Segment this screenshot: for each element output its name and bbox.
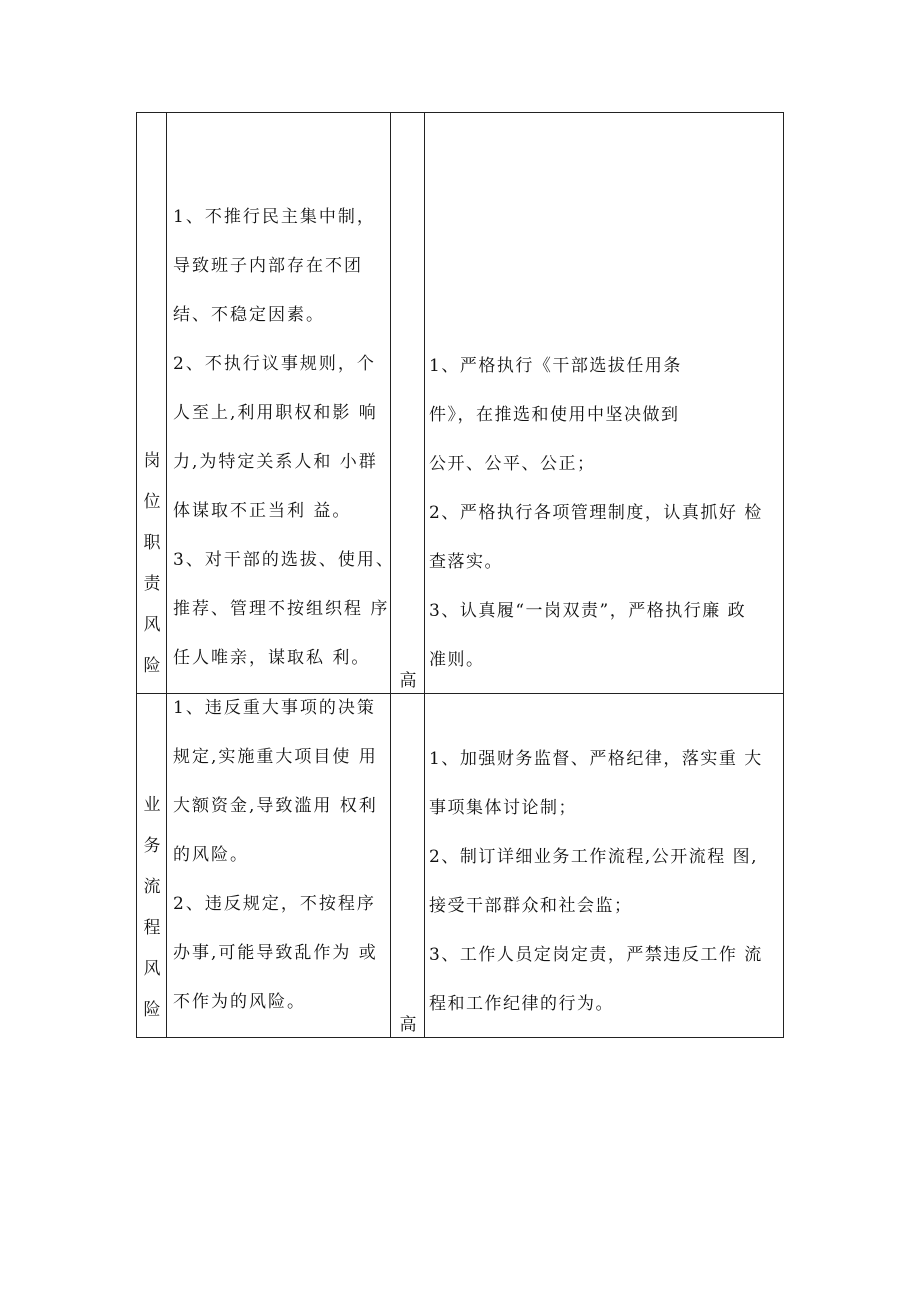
measure-line: 程和工作纪律的行为。 xyxy=(429,994,614,1014)
category-cell xyxy=(137,694,167,1037)
category-char: 程 xyxy=(143,918,161,938)
description-line: 力,为特定关系人和 小群 xyxy=(173,452,378,472)
category-char: 位 xyxy=(143,492,161,512)
category-char: 风 xyxy=(143,959,161,979)
category-char: 流 xyxy=(143,877,161,897)
risk-description-cell xyxy=(167,113,395,693)
table-row-business-process-risk xyxy=(137,694,783,1037)
measure-line: 准则。 xyxy=(429,650,485,670)
risk-description xyxy=(173,684,390,1027)
measure-line: 2、严格执行各项管理制度，认真抓好 检 xyxy=(429,503,763,523)
category-label xyxy=(137,785,167,1031)
risk-description xyxy=(173,193,395,683)
description-line: 推荐、管理不按组织程 序 xyxy=(173,599,390,619)
category-cell xyxy=(137,113,167,693)
measure-line: 查落实。 xyxy=(429,552,503,572)
description-line: 体谋取不正当利 益。 xyxy=(173,501,352,521)
measure-line: 事项集体讨论制； xyxy=(429,798,577,818)
description-line: 规定,实施重大项目使 用 xyxy=(173,747,378,767)
description-line: 任人唯亲，谋取私 利。 xyxy=(173,648,371,668)
measure-line: 公开、公平、公正； xyxy=(429,454,596,474)
description-line: 结、不稳定因素。 xyxy=(173,305,325,325)
risk-level-cell xyxy=(391,113,425,693)
description-line: 的风险。 xyxy=(173,845,249,865)
measure-line: 1、加强财务监督、严格纪律，落实重 大 xyxy=(429,749,763,769)
measure-line: 1、严格执行《干部选拔任用条 xyxy=(429,356,682,376)
prevention-measures xyxy=(429,342,783,685)
measure-line: 接受干部群众和社会监； xyxy=(429,896,633,916)
risk-description-cell xyxy=(167,694,391,1037)
description-line: 2、不执行议事规则，个 xyxy=(173,354,376,374)
category-char: 业 xyxy=(143,795,161,815)
category-char: 险 xyxy=(143,656,161,676)
prevention-measures xyxy=(429,735,783,1029)
category-char: 岗 xyxy=(143,451,161,471)
description-line: 导致班子内部存在不团 xyxy=(173,256,363,276)
measure-line: 2、制订详细业务工作流程,公开流程 图, xyxy=(429,847,759,867)
description-line: 1、违反重大事项的决策 xyxy=(173,698,376,718)
description-line: 办事,可能导致乱作为 或 xyxy=(173,943,378,963)
prevention-measures-cell xyxy=(425,694,783,1037)
description-line: 2、违反规定，不按程序 xyxy=(173,894,376,914)
description-line: 1、不推行民主集中制， xyxy=(173,207,376,227)
category-char: 职 xyxy=(143,533,161,553)
risk-table xyxy=(136,112,784,1038)
description-line: 不作为的风险。 xyxy=(173,992,306,1012)
risk-level: 高 xyxy=(399,1015,417,1035)
category-char: 风 xyxy=(143,615,161,635)
risk-level-cell xyxy=(391,694,425,1037)
category-char: 责 xyxy=(143,574,161,594)
category-char: 务 xyxy=(143,836,161,856)
category-label xyxy=(137,441,167,687)
measure-line: 3、认真履“一岗双责”，严格执行廉 政 xyxy=(429,601,747,621)
prevention-measures-cell xyxy=(425,113,783,693)
description-line: 大额资金,导致滥用 权利 xyxy=(173,796,378,816)
measure-line: 件》，在推选和使用中坚决做到 xyxy=(429,405,680,425)
risk-level: 高 xyxy=(399,671,417,691)
measure-line: 3、工作人员定岗定责，严禁违反工作 流 xyxy=(429,945,763,965)
description-line: 3、对干部的选拔、使用、 xyxy=(173,550,395,570)
table-row-post-duty-risk xyxy=(137,113,783,694)
category-char: 险 xyxy=(143,1000,161,1020)
description-line: 人至上,利用职权和影 响 xyxy=(173,403,378,423)
